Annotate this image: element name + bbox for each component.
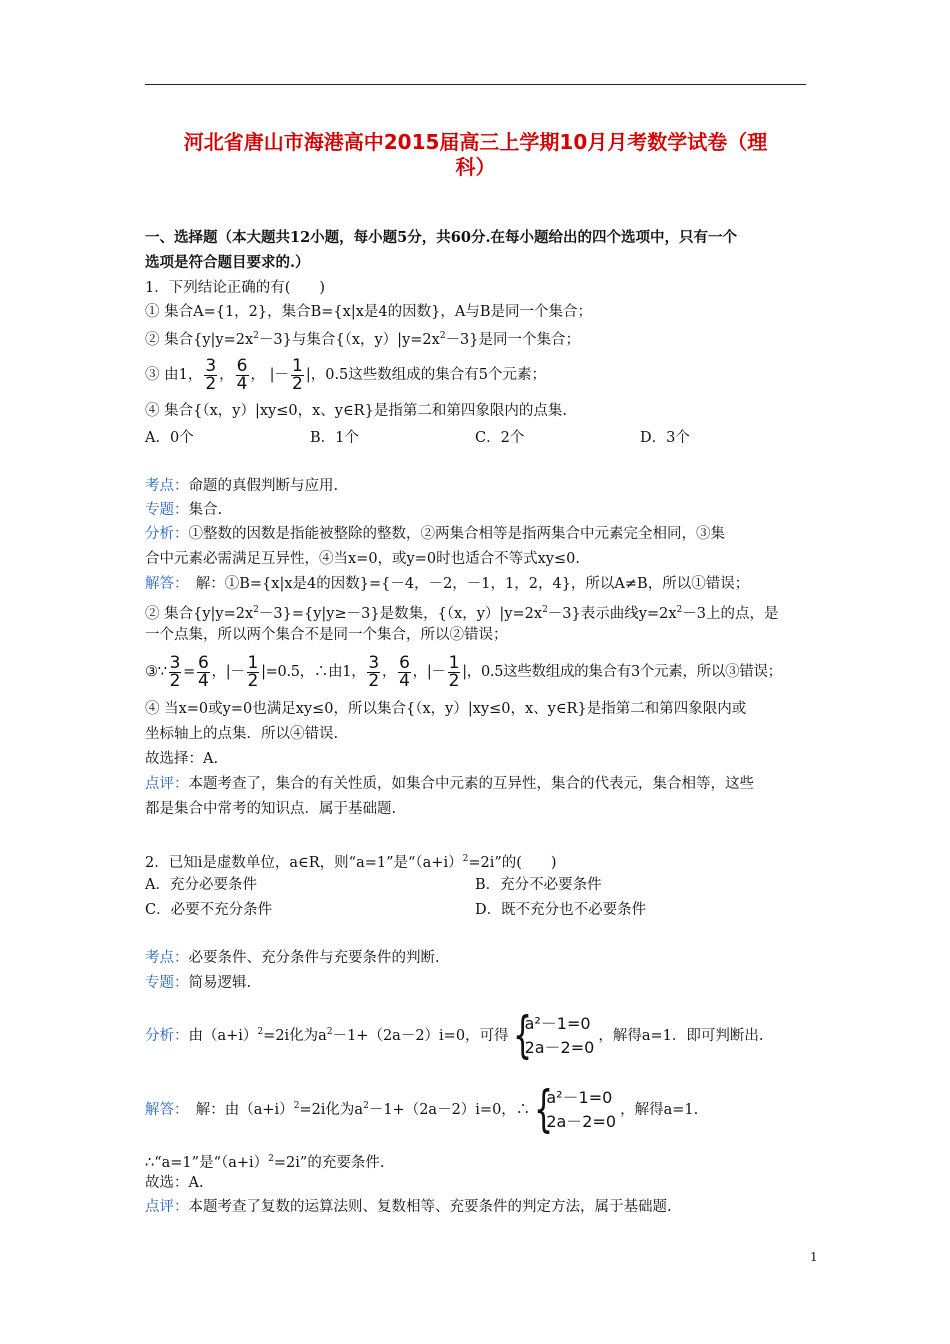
q1-jieda-line3: 一个点集，所以两个集合不是同一个集合，所以②错误； (145, 627, 508, 643)
q1-fenxi-line2: 合中元素必需满足互异性，④当x=0，或y=0时也适合不等式xy≤0. (145, 551, 580, 567)
q1-option-a: A．0个 (145, 430, 194, 446)
section-heading-line1: 一、选择题（本大题共12小题，每小题5分，共60分.在每小题给出的四个选项中，只有一个 (145, 229, 737, 246)
section-heading-line2: 选项是符合题目要求的.） (145, 254, 310, 271)
q1-kaodian: 考点：命题的真假判断与应用. (145, 478, 339, 494)
header-rule (145, 84, 806, 85)
q2-dianping: 点评：本题考查了复数的运算法则、复数相等、充要条件的判定方法，属于基础题. (145, 1199, 672, 1215)
q1-jieda-line1: 解答： 解：①B={x|x是4的因数}={－4，－2，－1，1，2，4}，所以A≠B，所以①错误； (145, 576, 750, 592)
q1-stem: 1．下列结论正确的有( ) (145, 280, 326, 296)
q1-fenxi-line1: 分析：①整数的因数是指能被整除的整数，②两集合相等是指两集合中元素完全相同，③集 (145, 526, 725, 542)
fraction: $\frac{3}{2}$ (169, 652, 181, 691)
q1-dianping-line2: 都是集合中常考的知识点．属于基础题. (145, 801, 397, 817)
q2-kaodian: 考点：必要条件、充分条件与充要条件的判断. (145, 950, 440, 966)
q1-option-b: B．1个 (310, 430, 359, 446)
q2-option-d: D．既不充分也不必要条件 (475, 902, 647, 918)
equation-system: { a²－1=0 2a－2=0 (512, 1006, 595, 1064)
q2-answer: 故选：A. (145, 1175, 204, 1191)
fraction: $\frac{6}{4}$ (236, 355, 248, 394)
q1-dianping-line1: 点评：本题考查了，集合的有关性质，如集合中元素的互异性，集合的代表元，集合相等，这些 (145, 776, 754, 792)
q1-option-c: C．2个 (475, 430, 525, 446)
fraction: $\frac{1}{2}$ (292, 355, 303, 394)
q1-jieda-line4: ③∵ $\frac{3}{2}$ = $\frac{6}{4}$ ，|－ $\frac{1}{2}$ |=0.5，∴由1， $\frac{3}{2}$ ， $\frac{6}{4}$ ，|－ $\frac{1}{2}$ |，0.5这些数组成的集合有3个元素，所以③错误； (145, 652, 782, 691)
fraction: $\frac{3}{2}$ (205, 355, 217, 394)
q1-statement-1: ① 集合A={1，2}，集合B={x|x是4的因数}，A与B是同一个集合； (145, 304, 592, 320)
fraction: $\frac{1}{2}$ (247, 652, 259, 691)
q2-fenxi: 分析：由$(a+i)^2=2i$化为$a^2-1+(2a-2)i=0$，可得 { a²－1=0 2a－2=0 ，解得a=1．即可判断出. (145, 1006, 764, 1064)
equation-system: { a²－1=0 2a－2=0 (534, 1080, 617, 1138)
q1-zhuanti: 专题：集合. (145, 502, 223, 518)
q2-option-a: A．充分必要条件 (145, 877, 257, 893)
q1-jieda-line2: ② 集合$\{y|y=2x^2-3\}=\{y|y\ge-3\}$是数集，{（x，$y)|y=2x^2-3$}表示曲线$y=2x^2-3$上的点，是 (145, 605, 779, 622)
q1-jieda-line5: ④ 当x=0或y=0也满足xy≤0，所以集合{（x，y）|xy≤0，x、y∈R}是指第二和第四象限内或 (145, 701, 747, 717)
document-title-line2: 科） (455, 155, 496, 179)
q2-zhuanti: 专题：简易逻辑. (145, 975, 252, 991)
q2-conclusion: ∴“a=1”是“$(a+i)^2=2i$”的充要条件. (145, 1154, 385, 1171)
q2-jieda: 解答： 解：由$(a+i)^2=2i$化为$a^2-1+(2a-2)i=0$，∴ { a²－1=0 2a－2=0 ，解得a=1. (145, 1080, 699, 1138)
q2-stem: 2．已知i是虚数单位，a∈R，则“a=1”是“$(a+i)^2=2i$”的( ) (145, 854, 557, 871)
q1-statement-4: ④ 集合{（x，y）|xy≤0，x、y∈R}是指第二和第四象限内的点集. (145, 403, 567, 419)
q1-option-d: D．3个 (640, 430, 690, 446)
fraction: $\frac{3}{2}$ (368, 652, 379, 691)
q2-option-b: B．充分不必要条件 (475, 877, 602, 893)
fraction: $\frac{1}{2}$ (448, 652, 460, 691)
q1-statement-3: ③ 由1， $\frac{3}{2}$ ， $\frac{6}{4}$ ， |－ $\frac{1}{2}$ |，0.5这些数组成的集合有5个元素； (145, 355, 546, 394)
fraction: $\frac{6}{4}$ (399, 652, 410, 691)
document-title-line1: 河北省唐山市海港高中2015届高三上学期10月月考数学试卷（理 (183, 130, 768, 154)
q2-option-c: C．必要不充分条件 (145, 902, 273, 918)
fraction: $\frac{6}{4}$ (198, 652, 209, 691)
q1-jieda-line6: 坐标轴上的点集．所以④错误. (145, 726, 339, 742)
q1-answer: 故选择：A. (145, 751, 219, 767)
q1-statement-2: ② 集合$\{y|y=2x^2-3\}$与集合{（x，$y)|y=2x^2-3$}是同一个集合； (145, 331, 581, 348)
page-number: 1 (810, 1250, 818, 1264)
